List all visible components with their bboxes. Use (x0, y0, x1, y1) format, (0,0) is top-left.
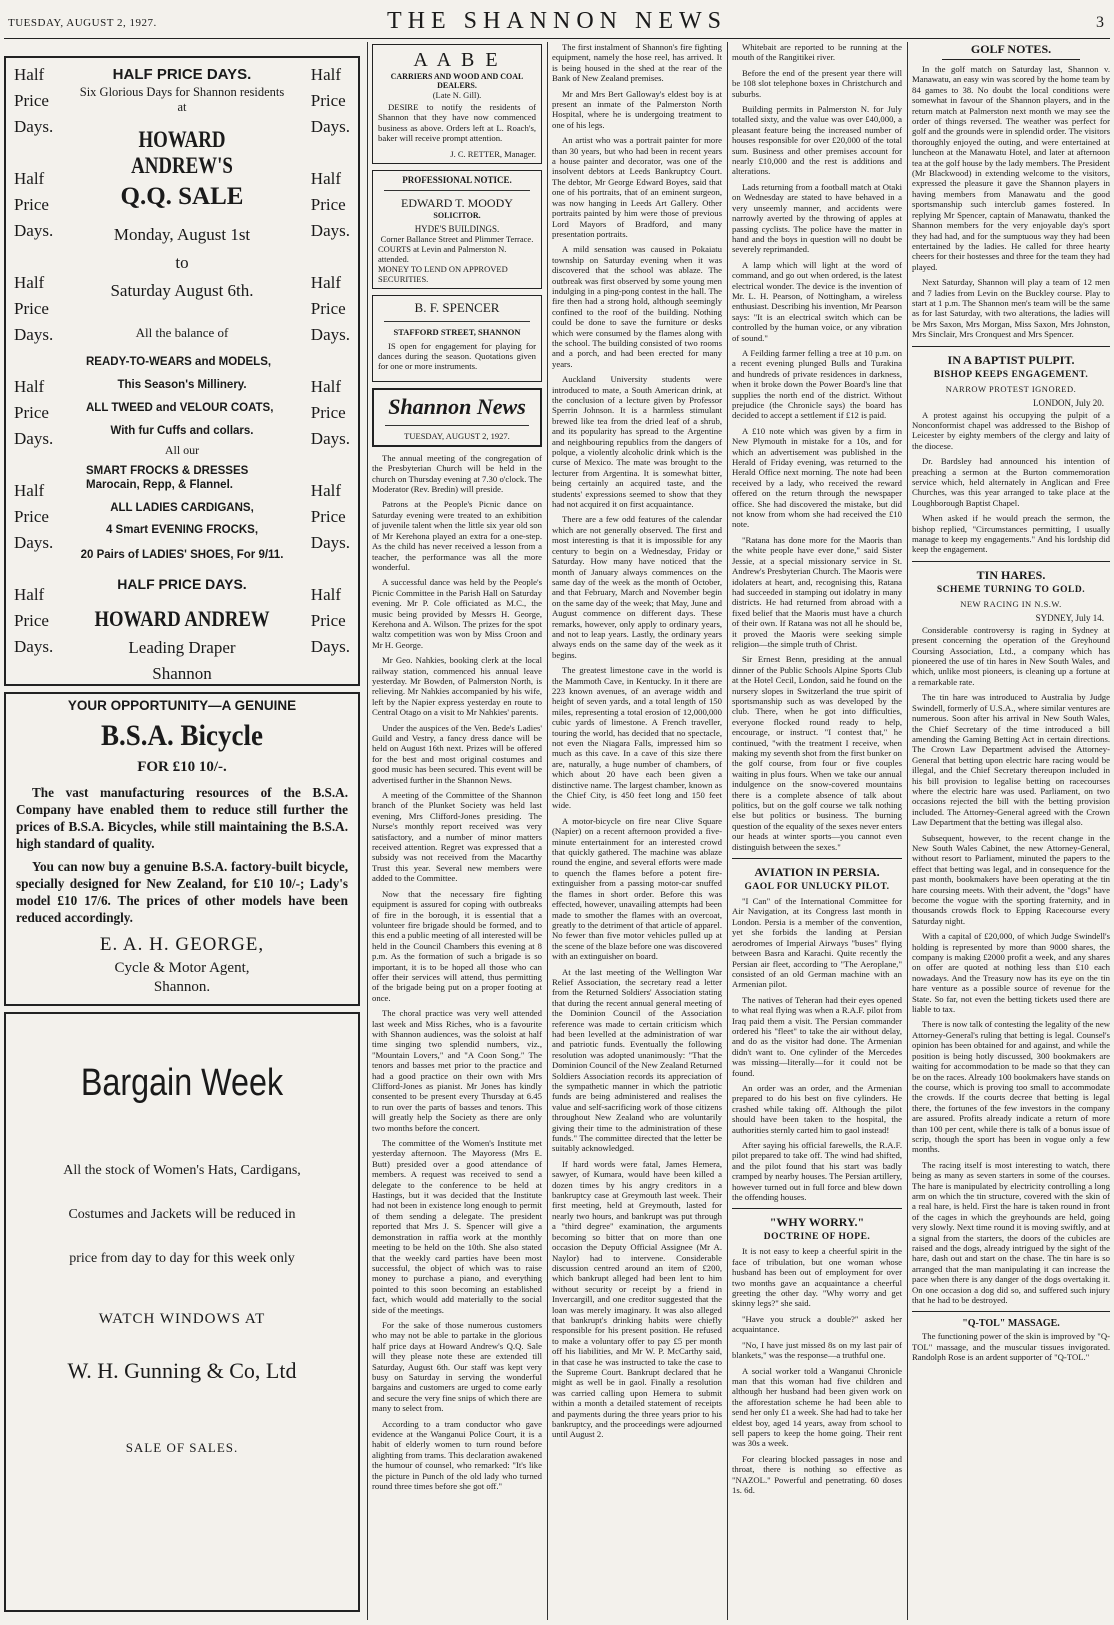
news-item: "I Can" of the International Committee for Air Navigation, at its Congress last month in London. Persia is a member of the convention, yet she forbids the landing at Persian aerodromes of Imperial Airways "buses" flying between Basra and Karachi. Quite recently the Persian air fleet, according to "The Aeroplane," consisted of an old German machine with an Armenian pilot. (732, 896, 902, 990)
column-separator (727, 42, 728, 1620)
aabe-body: DESIRE to notify the residents of Shannon that they have now commenced business as above. Orders left at L. Roach's, baker will receive prompt attention. (378, 102, 536, 144)
pulpit-subhead-2: NARROW PROTEST IGNORED. (945, 383, 1077, 394)
news-item: The committee of the Women's Institute met yesterday afternoon. The Mayoress (Mrs E. Butt) presided over a good attendance of members. A request was received to send a delegate to the conference to be held at Hastings, but it was decided that the Institute had not been in existence long enough to permit of them sending a delegate. The president reported that Mrs J. S. Spencer will give a demonstration in raffia work at the monthly meeting to be held on the 10th. She also stated that the weekly card parties have been most successful, the object of which was to raise money to purchase a piano, and everything pointed to this soon becoming an established fact, which would add materially to the social side of the meetings. (372, 1138, 542, 1315)
ads-column (4, 42, 362, 1620)
news-item: After saying his official farewells, the R.A.F. pilot prepared to take off. The wind had shifted, and the pilot found that his start was badly cramped by nearby houses. The Persian artillery, however turned out in full force and blew down the offending houses. (732, 1140, 902, 1203)
half-price-right-2: Half Price Days. (310, 169, 350, 240)
worry-headline: "WHY WORRY." (769, 1215, 865, 1230)
moody-role: SOLICITOR. (433, 210, 481, 220)
spencer-body: IS open for engagement for playing for dances during the season. Quotations given for one or more instruments. (378, 340, 536, 372)
howard-andrew-center (78, 62, 286, 684)
item-5: All our (164, 443, 200, 457)
nameplate-box (372, 388, 542, 447)
news-item: An order was an order, and the Armenian prepared to do his best on five cylinders. He crashed while taking off. Although the pilot should have been taken to the hospital, the authorities sternly carted him to gaol instead! (732, 1082, 902, 1135)
date-to-word: to (175, 253, 189, 272)
column-5 (912, 42, 1110, 1620)
news-item: The greatest limestone cave in the world is the Mammoth Cave, in Kentucky. In it there are 223 known avenues, of an average width and height of seven yards, and a total length of 150 miles, representing a total erosion of 12,000,000 cubic yards of limestone. A French traveller, touring the world, has decided that no spectacle, not even the Niagara Falls, impressed him so much as this cave. In a cave of this size there are, naturally, a huge number of chambers, of which about 20 have each been given a distinctive name. The largest chamber, known as the Chief City, is 450 feet long and 150 feet wide. (552, 665, 722, 811)
footer-headline: HALF PRICE DAYS. (117, 576, 247, 592)
half-price-headline: HALF PRICE DAYS. (112, 66, 252, 83)
news-item: The choral practice was very well attended last week and Miss Riches, who is a favourite with Shannon audiences, was the soloist at half time singing two splendid numbers, viz., "Mountain Lovers," and "A Coon Song." The tenors and basses met prior to the practice and had a good practice on their own with Mrs Clifford-Jones as pianist. Mr Jones has kindly consented to be present every Thursday at 6.45 to run over the parts of basses and tenors. This will greatly help the Society as there are only two months before the concert. (372, 1008, 542, 1133)
tin-hares-subhead-2: NEW RACING IN N.S.W. (960, 598, 1062, 609)
spencer-name: B. F. SPENCER (414, 299, 500, 315)
aabe-late: (Late N. Gill). (432, 90, 482, 100)
half-price-left-6: Half Price Days. (14, 585, 54, 656)
bsa-body-2: You can now buy a genuine B.S.A. factory-built bicycle, specially designed for New Zealand, for £10 10/-; Lady's model £10 17/6. The prices of other models have been reduced accordingly. (16, 859, 348, 925)
news-item: Mr Geo. Nahkies, booking clerk at the local railway station, commenced his annual leave yesterday. Mr Bowden, of Palmerston North, is relieving. Mr Nahkies accompanied by his wife, left by the Napier express yesterday en route to Central Otago on a visit to Mr Nahkies' parents. (372, 655, 542, 718)
prof-notice: PROFESSIONAL NOTICE. (402, 174, 512, 185)
aabe-trade: CARRIERS AND WOOD AND COAL DEALERS. (390, 72, 524, 90)
pulpit-subhead: BISHOP KEEPS ENGAGEMENT. (933, 369, 1089, 380)
item-4: With fur Cuffs and collars. (110, 425, 254, 437)
news-item: Now that the necessary fire fighting equipment is assured for coping with outbreaks of fire in the borough, it is essential that a volunteer fire brigade should be formed, and to this end a public meeting of all interested will be held in the Council Chambers this evening at 8 p.m. As the formation of such a brigade is so important, it is to be hoped all those who can offer their services will attend, thus permitting of the brigade being put on a proper footing at once. (372, 888, 542, 1003)
issue-date: TUESDAY, AUGUST 2, 1927. (8, 17, 157, 29)
news-item: The first instalment of Shannon's fire fighting equipment, namely the hose reel, has arrived. It is being housed in the shed at the rear of the Bank of New Zealand premises. (552, 42, 722, 84)
bargain-sale: SALE OF SALES. (125, 1440, 239, 1455)
store-role: Leading Draper (128, 638, 236, 657)
item-7: ALL LADIES CARDIGANS, (110, 502, 254, 514)
half-price-left-1: Half Price Days. (14, 65, 54, 136)
news-item: Considerable controversy is raging in Sydney at present concerning the operation of the Greyhound Coursing Association, Ltd., a company which has pioneered the use of tin hares in New South Wales, and which, unlike most pioneers, is cleaning up a fortune at a remarkable rate. (912, 624, 1110, 687)
worry-subhead: DOCTRINE OF HOPE. (763, 1232, 871, 1243)
moody-building: HYDE'S BUILDINGS. (414, 223, 500, 234)
news-item: When asked if he would preach the sermon, the bishop replied, "Circumstances permitting, I usually manage to keep my engagements." And his lordship did keep the engagement. (912, 513, 1110, 555)
spencer-notice (372, 295, 542, 382)
date-to: Saturday August 6th. (110, 281, 254, 300)
nameplate-date: TUESDAY, AUGUST 2, 1927. (404, 430, 510, 441)
news-item: Next Saturday, Shannon will play a team of 12 men and 7 ladies from Levin on the Buckley course. Play to start at 1 p.m. The Shannon men's team will be the same as for last Saturday, with two alterations, the ladies will be Mrs Saxon, Mrs Morgan, Miss Saxon, Mrs Johnston, Mrs Sinclair, Mrs Cronquest and Mrs Spencer. (912, 277, 1110, 340)
bsa-body-1: The vast manufacturing resources of the B.S.A. Company have enabled them to reduce still further the prices of B.S.A. Bicycles, while still maintaining the B.S.A. high standard of quality. (16, 785, 348, 851)
sale-name: HOWARD ANDREW'S (131, 127, 233, 178)
half-price-right-4: Half Price Days. (310, 377, 350, 448)
half-price-right-5: Half Price Days. (310, 481, 350, 552)
pulpit-dateline: LONDON, July 20. (1033, 397, 1104, 408)
column-separator (547, 42, 548, 1620)
half-price-left-3: Half Price Days. (14, 273, 54, 344)
news-item: A £10 note which was given by a firm in New Plymouth in mistake for a 10s, and for which an advertisement was published in the Herald of Friday evening, was returned to the Herald Office next morning. The note had been received by a lady, who received the reward offered on the return through the newspaper office. She had discovered the mistake, but did not know from whom she had received the £10 note. (732, 425, 902, 530)
nameplate: Shannon News (388, 393, 526, 419)
news-item: A meeting of the Committee of the Shannon branch of the Plunket Society was held last evening, Mrs Clifford-Jones presiding. The Nurse's monthly report received was very satisfactory, and a number of minor matters received attention. Regret was expressed that a subsidy was not received from the Macarthy Trust this year. Several new members were added to the Committee. (372, 790, 542, 884)
bsa-price: FOR £10 10/-. (137, 759, 227, 775)
half-price-right-3: Half Price Days. (310, 273, 350, 344)
half-price-left-5: Half Price Days. (14, 481, 54, 552)
half-price-right-1: Half Price Days. (310, 65, 350, 136)
sale-type: Q.Q. SALE (120, 183, 244, 210)
moody-money: MONEY TO LEND ON APPROVED SECURITIES. (378, 263, 508, 284)
column-separator (907, 42, 908, 1620)
item-9: 20 Pairs of LADIES' SHOES, For 9/11. (80, 549, 284, 561)
news-item: It is not easy to keep a cheerful spirit in the face of tribulation, but one woman whose husband has been out of employment for over two months gave an acquaintance a cheerful greeting the other day. "Why worry and get skinny legs?" she said. (732, 1246, 902, 1309)
news-item: Building permits in Palmerston N. for July totalled sixty, and the value was over £40,000, a pleasant feature being the increased number of houses responsible for over £20,000 of the total sum. Business and other premises account for nearly £10,000 and the rest is additions and alterations. (732, 104, 902, 177)
bargain-week-ad (4, 1012, 360, 1612)
news-item: Subsequent, however, to the recent change in the New South Wales Cabinet, the new Attorney-General, without resort to Parliament, minuted the papers to the effect that betting was legal, and in consequence for the past month, bookmakers have been operating at the tin hare coursing meets. With their advent, the "dogs" have become the vogue with the sporting fraternity, and in thousands crowds flock to Epping Racecourse every Saturday night. (912, 832, 1110, 926)
column-separator (367, 42, 368, 1620)
spencer-street: STAFFORD STREET, SHANNON (393, 326, 521, 337)
tin-hares-dateline: SYDNEY, July 14. (1035, 612, 1104, 623)
news-item: In the golf match on Saturday last, Shannon v. Manawatu, an easy win was scored by the home team by 84 games to 38. No doubt the local conditions were somewhat in favour of the Shannon players, and in the return match at Palmerston next month we may see the order of things reversed. The weather was perfect for golf and the grounds were in splendid order. The visitors thoroughly enjoyed the outing, and were entertained at luncheon at the Manawatu Hotel, and later at afternoon tea at the golf house by the lady members. The President (Mr Blackwood) in extending welcome to the visitors, expressed the pleasure it gave the Shannon players in having members from Manawatu and the good sportsmanship such interclub games fostered. In replying Mr Spencer, captain of Manawatu, thanked the Shannon members for the very enjoyable day's sport they had had, and for the sumptuous way they had been entertained by the ladies. He called for three hearty cheers for their hostesses and three for the team they had played. (912, 64, 1110, 272)
masthead (0, 0, 1114, 38)
bsa-agent-name: E. A. H. GEORGE, (99, 934, 265, 955)
tagline: Six Glorious Days for Shannon residents at (79, 85, 285, 114)
news-item: The functioning power of the skin is improved by "Q-TOL" massage, and the muscular tissues invigorated. Randolph Rose is an ardent supporter of "Q-TOL." (912, 1331, 1110, 1363)
item-1: READY-TO-WEARS and MODELS, (86, 356, 272, 368)
balance-line: All the balance of (135, 325, 229, 340)
pulpit-headline: IN A BAPTIST PULPIT. (947, 352, 1075, 367)
newspaper-title: THE SHANNON NEWS (387, 8, 727, 34)
moody-courts: COURTS at Levin and Palmerston N. attended. (378, 243, 507, 264)
date-from: Monday, August 1st (113, 225, 251, 244)
news-item: A lamp which will light at the word of command, and go out when ordered, is the latest electrical wonder. The device is the invention of Mr. L. H. Pearson, of Nottingham, a wireless enthusiast. Describing his invention, Mr Pearson says: "It is an electrical switch which can be controlled by the human voice, or any vibration of sound." (732, 259, 902, 343)
moody-name: EDWARD T. MOODY (401, 195, 513, 210)
bargain-line-2: Costumes and Jackets will be reduced in (68, 1207, 296, 1222)
news-item: The natives of Teheran had their eyes opened to what real flying was when a R.A.F. pilot from Iraq paid them a visit. The Persian commander ordered his "fleet" to take the air without delay, and do as the visitor had done. The Armenian didn't want to. One cylinder of the Mercedes was missing—literally—for it could not be found. (732, 994, 902, 1078)
news-item: Before the end of the present year there will be 108 slot telephone boxes in Christchurch and suburbs. (732, 67, 902, 99)
bsa-agent-place: Shannon. (153, 979, 211, 995)
half-price-left-4: Half Price Days. (14, 377, 54, 448)
golf-headline: GOLF NOTES. (970, 42, 1052, 56)
page-number: 3 (1096, 14, 1104, 31)
news-item: According to a tram conductor who gave evidence at the Wanganui Police Court, it is a habit of elderly women to turn round before alighting from trams. This declaration awakened the humour of counsel, who remarked: "It's like the picture in Punch of the old lady who turned round three times before she got off." (372, 1418, 542, 1492)
news-item: A social worker told a Wanganui Chronicle man that this woman had five children and although her husband had been given work on the afforestation scheme he had been able to send her only £1 a week. She had had to take her eldest boy, aged 14 years, away from school to sell papers to keep the home going. Their rent was 30s a week. (732, 1365, 902, 1449)
aviation-headline: AVIATION IN PERSIA. (754, 865, 880, 880)
news-item: The tin hare was introduced to Australia by Judge Swindell, formerly of U.S.A., where similar ventures are numerous. Soon after his arrival in New South Wales, the Chief Secretary of the time introduced a bill amending the Gaming Betting Act in certain directions. The Crown Law Department advised the Attorney-General that betting upon electric hare racing would be illegal, and the Chief Secretary thereupon included in his bill provision to legalise betting on racecourses where the electric hare was used. Parliament, on two occasions rejected the bill with the betting provision included. The Attorney-General agreed with the Crown Law Department that the betting was illegal also. (912, 692, 1110, 828)
bsa-headline: YOUR OPPORTUNITY—A GENUINE (67, 698, 297, 713)
bargain-line-1: All the stock of Women's Hats, Cardigans, (63, 1163, 301, 1178)
aabe-signed: J. C. RETTER, Manager. (450, 148, 536, 159)
news-item: A successful dance was held by the People's Picnic Committee in the Parish Hall on Saturday evening. Mr P. Cole officiated as M.C., the music being provided by Messrs H. George, Kerehona and A. Wilson. The prizes for the spot waltz competition was won by Miss Croon and Mr H. George. (372, 577, 542, 650)
column-3 (552, 42, 722, 1620)
news-item: A protest against his occupying the pulpit of a Nonconformist chapel was addressed to the Bishop of Leicester by eighty members of the clergy and laity of the diocese. (912, 409, 1110, 451)
news-item: If hard words were fatal, James Hemera, sawyer, of Kumara, would have been killed a dozen times by his angry creditors in a bankruptcy case at Greymouth last week. Their first meeting, held at Greymouth, lasted for nearly two hours, and bankrupt was put through a "third degree" examination, the arguments becoming so bitter that on more than one occasion the Deputy Official Assignee (Mr A. Naylor) had to intervene. Considerable discussion centred around an item of £200, which bankrupt alleged had been lent to him without security or receipt by a friend in Invercargill, and one creditor suggested that the loan was merely imaginary. It was also alleged that bankrupt's drinking habits were chiefly responsible for his present position. He refused to make a voluntary offer to pay £5 per month off his liabilities, and Mr W. P. McCarthy said, in that case he was instructed to take the case to the Supreme Court. Bankrupt declared that he might as well be in gaol. Finally a resolution was carried calling upon Hemera to submit within a month a detailed statement of receipts and payments during the three years prior to his bankruptcy, and the proceedings were adjourned until August 2. (552, 1158, 722, 1440)
tin-hares-subhead: SCHEME TURNING TO GOLD. (936, 584, 1086, 595)
news-item: "No, I have just missed 8s on my last pair of blankets," was the response—a truthful one. (732, 1339, 902, 1361)
news-item: With a capital of £20,000, of which Judge Swindell's holding is represented by more than 9000 shares, the company is making £2000 profit a week, and any shares on offer are quoted at nothing less than £10 each nowadays. And the Treasury now has its eye on the tin hare venture as a possible source of revenue for the State. So far, not even the betting tickets used there are liable to tax. (912, 931, 1110, 1015)
news-item: "Have you struck a double?" asked her acquaintance. (732, 1313, 902, 1335)
aabe-name: A A B E (413, 49, 501, 71)
news-item: A Feilding farmer felling a tree at 10 p.m. on a recent evening plunged Bulls and Turakina and hundreds of private residences in darkness, when it broke down the Power Board's line that supplies the north end of the district. Without prejudice (the Chronicle says) the board has decided to accept a settlement if £12 is paid. (732, 347, 902, 421)
news-item: There is now talk of contesting the legality of the new Attorney-General's ruling that betting is legal. Counsel's opinion has been obtained for and against, and while the position is being hotly discussed, 300 bookmakers are waiting for accommodation to be made so that they can be on the races. Already 100 bookmakers have stands on the course, which is proving too small to accommodate the crowds. If the courts decree that betting is legal there, the fortunes of the few investors in the company are assured. Profits already indicate a return of more than 100 per cent, while there is talk of a bonus issue of scrip, though the sport has been in vogue only a few months. (912, 1019, 1110, 1155)
news-item: An artist who was a portrait painter for more than 30 years, but who had been in recent years a house painter and decorator, was one of the insolvent debtors at Leeds Bankruptcy Court. The debtor, Mr George Edward Boyes, said that one of his portraits, that of an eminent surgeon, was now hanging in Leeds Art Gallery. Other portraits painted by him were those of previous Lord Mayors of Bradford, and many presentation portraits. (552, 135, 722, 239)
news-item: The annual meeting of the congregation of the Presbyterian Church will be held in the church on Thursday evening at 7.30 o'clock. The Moderator (Rev. Bredin) will preside. (372, 452, 542, 495)
news-item: Auckland University students were introduced to mate, a South American drink, at the conclusion of a lecture given by Professor Sperrin Johnson. It is a harmless stimulant brewed like tea from the dried leaf of a shrub, and its popularity has spread to the Argentine and neighbouring republics from the dangers of polque, a violently alcoholic drink which is the curse of Mexico. The mate was brought to the lecturer from Argentina. It is somewhat bitter, being certainly an acquired taste, and the students' expressions seemed to show that they had not acquired it on first acquaintance. (552, 374, 722, 510)
item-2: This Season's Millinery. (117, 379, 247, 391)
bsa-agent-role: Cycle & Motor Agent, (114, 960, 250, 976)
store-name: HOWARD ANDREW (94, 606, 270, 631)
aviation-subhead: GAOL FOR UNLUCKY PILOT. (744, 882, 890, 893)
news-item: Under the auspices of the Ven. Bede's Ladies' Guild and Vestry, a fancy dress dance will be held on August 16th next. Prizes will be offered for the best and most original costumes and good music has been secured. This event will be advertised further in the Shannon News. (372, 722, 542, 785)
news-item: For the sake of those numerous customers who may not be able to partake in the glorious half price days at Howard Andrew's Q.Q. Sale will they please note these are extended till Saturday, August 6th. Our staff was kept very busy on Saturday in serving the wonderful bargains and customers are urged to come early and secure the very fine snips of which there are many to select from. (372, 1319, 542, 1414)
bargain-headline: Bargain Week (80, 1062, 284, 1104)
bargain-line-3: price from day to day for this week only (69, 1251, 295, 1266)
news-item: A mild sensation was caused in Pokaiatu township on Saturday evening when it was discovered that the school was ablaze. The outbreak was first observed by some young men indulging in a ping-pong contest in the hall. The fire then had a strong hold, although seemingly confined to the roof of the building. Nothing could be done to save the furniture or desks which were consumed by the flames along with the school. The building consisted of two rooms and a porch, and had been erected for many years. (552, 244, 722, 369)
news-item: A motor-bicycle on fire near Clive Square (Napier) on a recent afternoon provided a five-minute entertainment for an interested crowd that quickly gathered. The machine was ablaze round the engine, and several efforts were made to quench the flames before a potent fire-extinguisher from a passing motor-car snuffed the flames in short order. Before this was effected, however, unavailing attempts had been made to smother the flames with an overcoat, greatly to the detriment of that article of apparel. No fewer than five motor vehicles pulled up at the scene of the blaze before one was discovered with an extinguisher on board. (552, 815, 722, 962)
moody-address: Corner Ballance Street and Plimmer Terrace. (380, 233, 534, 244)
news-item: Whitebait are reported to be running at the mouth of the Rangitikei river. (732, 42, 902, 63)
item-8: 4 Smart EVENING FROCKS, (105, 524, 259, 536)
item-3: ALL TWEED and VELOUR COATS, (86, 402, 274, 414)
qtol-headline: "Q-TOL" MASSAGE. (962, 1318, 1060, 1330)
news-item: For clearing blocked passages in nose and throat, there is nothing so effective as "NAZOL." Powerful and penetrating. 60 doses 1s. 6d. (732, 1453, 902, 1495)
column-2 (372, 42, 542, 1620)
masthead-rule (4, 38, 1110, 39)
item-6: SMART FROCKS & DRESSES Marocain, Repp, & Flannel. (86, 465, 249, 491)
bsa-product: B.S.A. Bicycle (101, 719, 264, 752)
bargain-company: W. H. Gunning & Co, Ltd (67, 1358, 297, 1383)
news-item: Lads returning from a football match at Otaki on Wednesday are stated to have behaved in a very unseemly manner, and accidents were narrowly averted by the throwing of apples at passing cyclists. The police have the matter in hand and the boys in question will no doubt be severely reprimanded. (732, 181, 902, 255)
aabe-notice (372, 44, 542, 164)
news-item: Dr. Bardsley had announced his intention of preaching a sermon at the Burton commemoration service which, held alternately in Anglican and Free Churches, was this year arranged to take place at the Loughborough Baptist Chapel. (912, 456, 1110, 508)
news-item: Sir Ernest Benn, presiding at the annual dinner of the Public Schools Alpine Sports Club at the Hotel Cecil, London, said he found on the nursery slopes in Switzerland the true spirit of sportsmanship such as was developed by the club. There, when he got into difficulties, everyone flocked round ready to help, encourage, or instruct. "I contest that," he continued, "with the treatment I receive, when making my seventh shot from the first bunker on the golf course, from four or five couples waiting in plus fours. When we take our annual indulgence on the snow-covered mountains there is a complete absence of talk about politics, but on the golf course we talk nothing else but politics or business. The burning question of the equality of the sexes never enters our heads at winter sports—you cannot even distinguish between the sexes." (732, 654, 902, 852)
news-item: "Ratana has done more for the Maoris than the white people have ever done," said Sister Jessie, at a special missionary service in St. Andrew's Presbyterian Church. The Maoris were idolaters at heart, and, recognising this, Ratana had succeeded in stamping out idolatry in many districts. He had returned from abroad with a fixed belief that the Maoris must have a church of their own. If Ratana was not all he should be, it proved the Maoris were seeking simple religion—the simple truth of Christ. (732, 534, 902, 649)
news-item: Patrons at the People's Picnic dance on Saturday evening were treated to an exhibition of juvenile talent when the little six year old son of Mr Kerehona played an extra for a one-step. As the child has never received a lesson from a teacher, the performance was all the more wonderful. (372, 499, 542, 572)
news-item: There are a few odd features of the calendar which are not generally observed. The first and most interesting is that it is impossible for any century to begin on a Wednesday, Friday or Saturday. How many have noticed that the month of January always commences on the same day of the week as the month of October, and that February, March and November begin on the same day of the week; that May, June and August commence on different days. These remarks, however, only apply to ordinary years, and not to leap years. Lastly, the ordinary years always ends on the same day of the week as it begins. (552, 514, 722, 660)
news-item: The racing itself is most interesting to watch, there being as many as seven starters in some of the courses. The hare is manipulated by electricity controlling a long arm on which the tin structure, covered with the skin of a real hare, is held. First the hare is taken round in front of the cages in which the greyhounds are held, going very slowly. Next time round it is moving swiftly, and at a signal from the starters, the doors of the cubicles are raised and the dogs, already intrigued by the sight of the hare, dash out and start on the chase. The tin hare is so arranged that the man manipulating it can increase the pace when there is any danger of the dogs overtaking it. On one occasion a dog did so, and suffered such injury that he had to be destroyed. (912, 1159, 1110, 1306)
tin-hares-headline: TIN HARES. (976, 567, 1046, 582)
column-4 (732, 42, 902, 1620)
store-place: Shannon (152, 664, 212, 683)
news-item: At the last meeting of the Wellington War Relief Association, the secretary read a letter from the Returned Soldiers' Association stating that during the recent annual general meeting of the Dominion Council of the Association reference was made to certain criticism which had been levelled at the administration of war and patriotic funds. Eventually the following resolution was adopted unanimously: "That the Dominion Council of the New Zealand Returned Soldiers Association records its appreciation of the sympathetic manner in which the patriotic funds are being administered and realises the value and self-sacrificing work of those citizens throughout New Zealand who are voluntarily giving their time to the administration of these funds." The committee directed that the letter be suitably acknowledged. (552, 966, 722, 1154)
half-price-right-6: Half Price Days. (310, 585, 350, 656)
half-price-left-2: Half Price Days. (14, 169, 54, 240)
bargain-watch: WATCH WINDOWS AT (98, 1311, 266, 1327)
news-item: Mr and Mrs Bert Galloway's eldest boy is at present an inmate of the Palmerston North Hospital, where he is undergoing treatment to one of his legs. (552, 88, 722, 130)
bsa-bicycle-ad (4, 692, 360, 1006)
moody-notice (372, 170, 542, 289)
howard-andrew-ad (4, 56, 360, 686)
